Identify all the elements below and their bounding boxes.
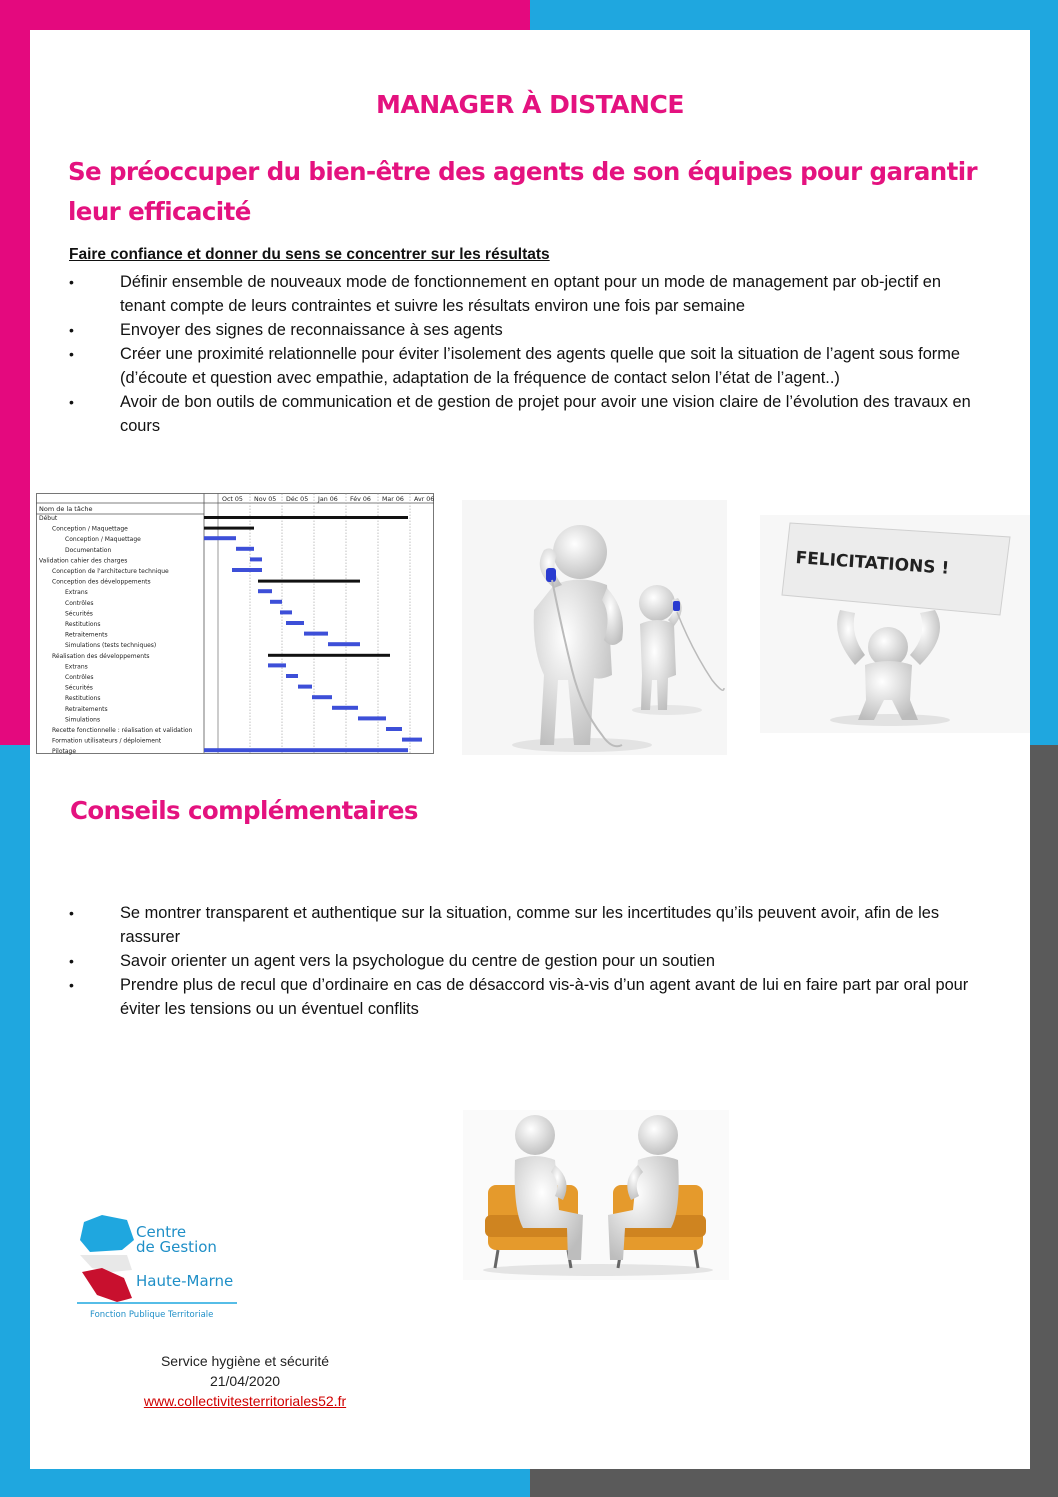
gantt-bar	[386, 727, 402, 731]
gantt-task-label: Simulations (tests techniques)	[65, 642, 157, 650]
section1-subheading: Faire confiance et donner du sens se concentrer sur les résultats	[69, 246, 550, 263]
gantt-month-label: Déc 05	[286, 496, 309, 503]
gantt-task-label: Début	[39, 515, 58, 522]
blue-band-right	[1028, 0, 1058, 745]
section1-heading-line1: Se préoccuper du bien-être des agents de son équipes pour garantir	[68, 157, 978, 186]
logo-line1: Centre	[136, 1223, 187, 1241]
gantt-bar	[250, 557, 262, 561]
logo-map-red	[82, 1268, 132, 1302]
blue-band-bottom	[0, 1469, 530, 1497]
gantt-bar	[328, 642, 360, 646]
gantt-bar	[270, 600, 282, 604]
gantt-task-label: Extrans	[65, 663, 88, 671]
gantt-month-label: Avr 06	[414, 496, 434, 503]
gantt-bar	[286, 674, 298, 678]
section1-list	[69, 270, 979, 438]
gantt-task-label: Recette fonctionnelle : réalisation et validation	[52, 727, 193, 734]
gantt-task-label: Conception de l'architecture technique	[52, 568, 169, 575]
logo-map-white	[80, 1255, 132, 1272]
blue-band-top	[530, 0, 1058, 30]
gantt-task-label: Retraitements	[65, 705, 108, 713]
gantt-bar	[312, 695, 332, 699]
felicitations-sign-text: FELICITATIONS !	[794, 548, 950, 579]
gantt-task-label: Conception des développements	[52, 578, 151, 586]
felicitations-figure-image	[760, 515, 1030, 733]
footer-service: Service hygiène et sécurité	[160, 1353, 330, 1369]
gantt-task-label: Retraitements	[65, 631, 108, 639]
list-item: • Envoyer des signes de reconnaissance à ses agents	[69, 318, 979, 342]
logo-line3: Haute-Marne	[136, 1272, 234, 1290]
gantt-task-label: Conception / Maquettage	[52, 525, 128, 533]
gantt-bar	[232, 568, 262, 572]
gantt-task-label: Extrans	[65, 589, 88, 597]
gantt-bar	[258, 589, 272, 593]
gantt-bar	[236, 547, 254, 551]
phone-call-figures-image	[462, 500, 727, 755]
gantt-task-label: Documentation	[65, 546, 112, 554]
gantt-header-label: Nom de la tâche	[39, 505, 93, 513]
gantt-bar	[258, 580, 360, 583]
gantt-task-label: Pilotage	[52, 748, 77, 755]
gantt-bar	[204, 516, 408, 519]
logo-line2: de Gestion	[136, 1238, 217, 1256]
gantt-bar	[280, 610, 292, 614]
section2-heading: Conseils complémentaires	[70, 796, 418, 825]
gantt-task-label: Restitutions	[65, 621, 101, 628]
gantt-task-label: Réalisation des développements	[52, 652, 150, 660]
gantt-month-label: Nov 05	[254, 496, 277, 503]
gantt-bar	[402, 738, 422, 742]
gantt-task-label: Contrôles	[65, 674, 94, 681]
gantt-bar	[204, 536, 236, 540]
document-title: MANAGER À DISTANCE	[376, 90, 684, 119]
gantt-month-label: Mar 06	[382, 496, 404, 503]
logo-map-blue	[80, 1215, 134, 1252]
list-item: • Prendre plus de recul que d’ordinaire en cas de désaccord vis-à-vis d’un agent avant de lui en faire part par oral pour éviter les tensions ou un éventuel conflits	[69, 973, 979, 1021]
armchair-conversation-image	[463, 1110, 729, 1280]
list-item: • Créer une proximité relationnelle pour éviter l’isolement des agents quelle que soit la situation de l’agent sous forme (d’écoute et question avec empathie, adaptation de la fréquence de contact selon l’état de l’agent..)	[69, 342, 979, 390]
gantt-task-label: Simulations	[65, 716, 101, 724]
gantt-bar	[268, 663, 286, 667]
gantt-task-label: Validation cahier des charges	[39, 557, 128, 565]
gantt-bar	[358, 716, 386, 720]
gantt-bar	[298, 685, 312, 689]
centre-de-gestion-logo	[72, 1210, 247, 1325]
blue-band-left	[0, 745, 30, 1497]
gantt-task-label: Sécurités	[65, 610, 93, 618]
page-content	[30, 30, 1030, 1469]
gantt-task-label: Formation utilisateurs / déploiement	[52, 737, 162, 745]
gantt-month-label: Fév 06	[350, 496, 371, 503]
gantt-bar	[204, 527, 254, 530]
section1-heading-line2: leur efficacité	[68, 197, 251, 226]
gantt-task-label: Restitutions	[65, 695, 101, 703]
pink-band-left	[0, 0, 30, 745]
pink-band-top	[0, 0, 530, 30]
list-item: • Définir ensemble de nouveaux mode de fonctionnement en optant pour un mode de management par ob-jectif en tenant compte de leurs contraintes et suivre les résultats environ une fois par semaine	[69, 270, 979, 318]
gantt-bar	[332, 706, 358, 710]
gantt-bar	[204, 748, 408, 752]
gantt-bar	[286, 621, 304, 625]
footer-date: 21/04/2020	[209, 1373, 281, 1389]
gantt-month-label: Oct 05	[222, 496, 243, 503]
grey-band-right	[1028, 745, 1058, 1497]
gantt-bar	[268, 654, 390, 657]
gantt-bar	[304, 632, 328, 636]
section2-list	[69, 901, 979, 1021]
gantt-task-label: Sécurités	[65, 684, 93, 692]
list-item: • Se montrer transparent et authentique sur la situation, comme sur les incertitudes qu’ils peuvent avoir, afin de les rassurer	[69, 901, 979, 949]
gantt-month-label: Jan 06	[318, 496, 338, 503]
list-item: • Savoir orienter un agent vers la psychologue du centre de gestion pour un soutien	[69, 949, 979, 973]
gantt-task-label: Contrôles	[65, 599, 94, 607]
section1-heading	[68, 152, 977, 232]
footer	[90, 1351, 400, 1411]
list-item: • Avoir de bon outils de communication et de gestion de projet pour avoir une vision claire de l’évolution des travaux en cours	[69, 390, 979, 438]
footer-website-link[interactable]: www.collectivitesterritoriales52.fr	[143, 1393, 347, 1409]
grey-band-bottom	[530, 1469, 1058, 1497]
gantt-chart-image	[36, 490, 434, 755]
logo-tagline: Fonction Publique Territoriale	[90, 1310, 214, 1320]
gantt-task-label: Conception / Maquettage	[65, 536, 141, 544]
